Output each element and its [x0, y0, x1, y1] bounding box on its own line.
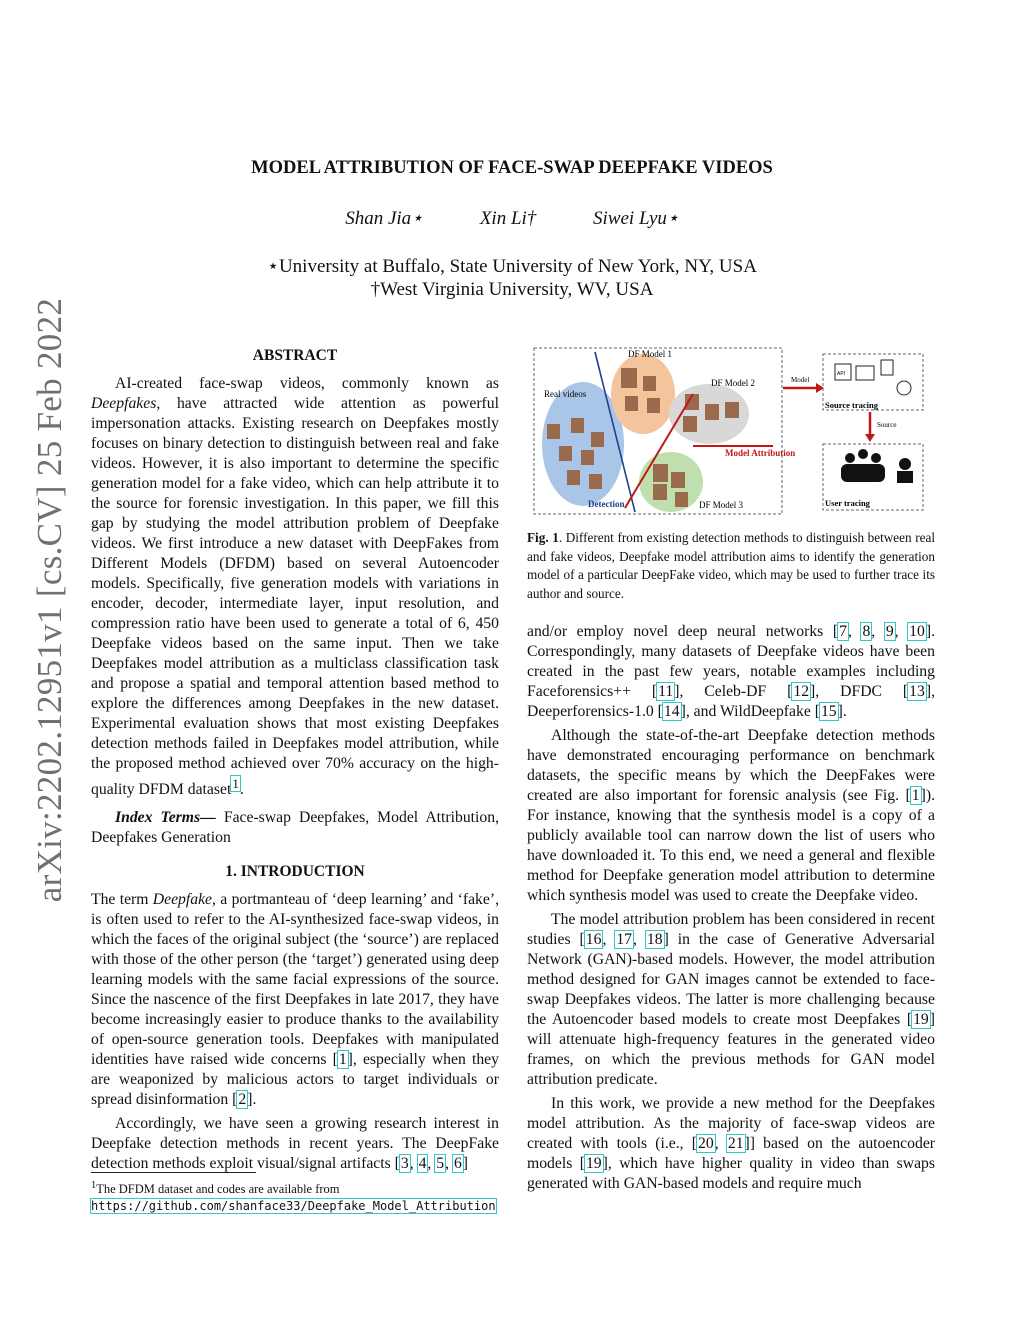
citation-link[interactable]: 19 [913, 1011, 929, 1028]
citation-link[interactable]: 5 [436, 1155, 445, 1173]
label-model-attribution: Model Attribution [725, 448, 796, 458]
citation-link[interactable]: 3 [400, 1155, 409, 1173]
figure-caption: Fig. 1. Different from existing detection methods to distinguish between real and fake videos, Deepfake model attribution aims to identify the generation model of a particular DeepFake video, which may be used to further trace its author and source. [527, 530, 935, 601]
body-paragraph: The model attribution problem has been considered in recent studies [16, 17, 18] in the case of Generative Adversarial Network (GAN)-based models. However, the model attribution method designed for GAN images cannot be extended to face-swap Deepfakes videos. The latter is more challenging because the Autoencoder based models to create most Deepfakes [19] will attenuate high-frequency features in the generated video frames, on which the previous methods for GAN model attribution predicate. [527, 911, 935, 1088]
svg-text:API: API [837, 371, 846, 377]
citation-link[interactable]: 7 [839, 623, 847, 640]
dataset-url-link[interactable]: https://github.com/shanface33/Deepfake_Model_Attribution [91, 1199, 496, 1214]
intro-paragraph: Accordingly, we have seen a growing research interest in Deepfake detection methods in recent years. The DeepFake detection methods exploit visual/signal artifacts [3, 4, 5, 6] [91, 1115, 499, 1173]
label-detection: Detection [588, 499, 625, 509]
citation-link[interactable]: 16 [585, 931, 602, 948]
code-file-icon [881, 360, 893, 375]
citation-link[interactable]: 10 [909, 623, 925, 640]
citation-link[interactable]: 12 [793, 683, 810, 700]
users-icon [841, 449, 885, 482]
footnote-link[interactable]: 1 [232, 776, 239, 791]
affiliation: †West Virginia University, WV, USA [370, 279, 654, 300]
label-df-model-3: DF Model 3 [699, 500, 744, 510]
df-model-1-cluster [611, 354, 675, 434]
monitor-icon [856, 366, 874, 380]
citation-link[interactable]: 20 [698, 1135, 714, 1152]
citation-link[interactable]: 17 [616, 931, 632, 948]
citation-link[interactable]: 11 [658, 683, 674, 700]
left-column [91, 346, 499, 1178]
intro-heading: 1. INTRODUCTION [225, 863, 365, 881]
label-df-model-2: DF Model 2 [711, 378, 756, 388]
intro-paragraph: The term Deepfake, a portmanteau of ‘deep learning’ and ‘fake’, is often used to refer to the AI-synthesized face-swap videos, in which the faces of the original subject (the ‘source’) are replaced with those of the other person (the ‘target’) generated using deep learning models with the same facial expressions of the source. Since the nascence of the first Deepfakes in late 2017, they have become increasingly easier to produce thanks to the availability of open-source generation tools. Deepfakes with manipulated identities have raised wide concerns [1], especially when they are weaponized by malicious actors to target individuals or spread disinformation [2]. [91, 891, 499, 1109]
paper-title: MODEL ATTRIBUTION OF FACE-SWAP DEEPFAKE VIDEOS [251, 158, 773, 178]
hacker-icon [897, 458, 913, 483]
label-user-tracing: User tracing [825, 498, 870, 508]
footnote: $^1$The DFDM dataset and codes are available from https://github.com/shanface33/Deepfake_Model_Attribution [91, 1180, 496, 1214]
author: Xin Li† [479, 208, 537, 229]
label-source-tracing: Source tracing [825, 400, 878, 410]
arxiv-sidebar-id: arXiv:2202.12951v1 [cs.CV] 25 Feb 2022 [30, 297, 69, 903]
author: Shan Jia⋆ [345, 208, 424, 229]
citation-link[interactable]: 14 [663, 703, 680, 720]
gear-icon [897, 381, 911, 395]
label-source: Source [877, 421, 897, 429]
body-paragraph: and/or employ novel deep neural networks [7, 8, 9, 10]. Correspondingly, many datasets of Deepfake videos have been created in the past few years, notable examples including Faceforensics++ [11], Celeb-DF [12], DFDC [13], Deeperforensics-1.0 [14], and WildDeepfake [15]. [527, 623, 936, 720]
label-real-videos: Real videos [544, 389, 587, 399]
citation-link[interactable]: 18 [646, 931, 663, 948]
index-terms: Index Terms— Face-swap Deepfakes, Model Attribution, Deepfakes Generation [91, 809, 499, 847]
citation-link[interactable]: 9 [885, 623, 894, 640]
label-df-model-1: DF Model 1 [628, 349, 673, 359]
author: Siwei Lyu⋆ [593, 208, 679, 229]
body-paragraph: In this work, we provide a new method for the Deepfakes model attribution. As the majority of face-swap videos are created with tools (i.e., [20, 21]] based on the autoencoder models [19], which have higher quality in video than swaps generated with GAN-based models and require much [527, 1095, 936, 1192]
abstract-text: AI-created face-swap videos, commonly known as Deepfakes, have attracted wide attention as powerful impersonation attacks. Existing research on Deepfakes mostly focuses on binary detection to distinguish between real and fake videos. However, it is also important to determine the specific generation model for a fake video, which can help attribute it to the source for forensic investigation. In this paper, we fill this gap by studying the model attribution problem of Deepfake videos. We first introduce a new dataset with DeepFakes from Different Models (DFDM) based on several Autoencoder models. Specifically, five generation models with variations in encoder, decoder, intermediate layer, input resolution, and compression ratio have been used to generate a total of 6, 450 Deepfake videos based on the same input. Then we take Deepfakes model attribution as a multiclass classification task and propose a spatial and temporal attention based method to explore the differences among Deepfakes in the new dataset. Experimental evaluation shows that most existing Deepfakes detection methods failed in Deepfakes model attribution, while the proposed method achieved over 70% accuracy on the high-quality DFDM dataset$^1$. [91, 375, 499, 799]
body-paragraph: Although the state-of-the-art Deepfake detection methods have demonstrated encouraging performance on benchmark datasets, the specific means by which the DeepFakes were created are also important for forensic analysis (see Fig. [1]). For instance, knowing that the synthesis model is a copy of a publicly available tool can narrow down the list of users who have downloaded it. To this end, we need a general and flexible method for Deepfake generation model attribution to determine which synthesis model was used to create the Deepfake video. [527, 727, 935, 904]
figure-1 [533, 346, 928, 516]
citation-link[interactable]: 13 [909, 683, 925, 700]
right-column [527, 622, 935, 1198]
figure-link[interactable]: 1 [911, 787, 920, 804]
citation-link[interactable]: 6 [453, 1155, 462, 1173]
citation-link[interactable]: 2 [238, 1091, 247, 1109]
authors [0, 207, 1024, 230]
citation-link[interactable]: 15 [820, 703, 837, 720]
affiliation: ⋆University at Buffalo, State University of New York, NY, USA [267, 256, 757, 277]
label-model: Model [791, 376, 810, 384]
citation-link[interactable]: 19 [585, 1155, 602, 1172]
footnote-rule [91, 1172, 256, 1173]
citation-link[interactable]: 8 [862, 623, 871, 640]
citation-link[interactable]: 1 [338, 1051, 347, 1069]
citation-link[interactable]: 21 [727, 1135, 744, 1152]
abstract-heading: ABSTRACT [252, 347, 338, 364]
citation-link[interactable]: 4 [418, 1155, 427, 1173]
